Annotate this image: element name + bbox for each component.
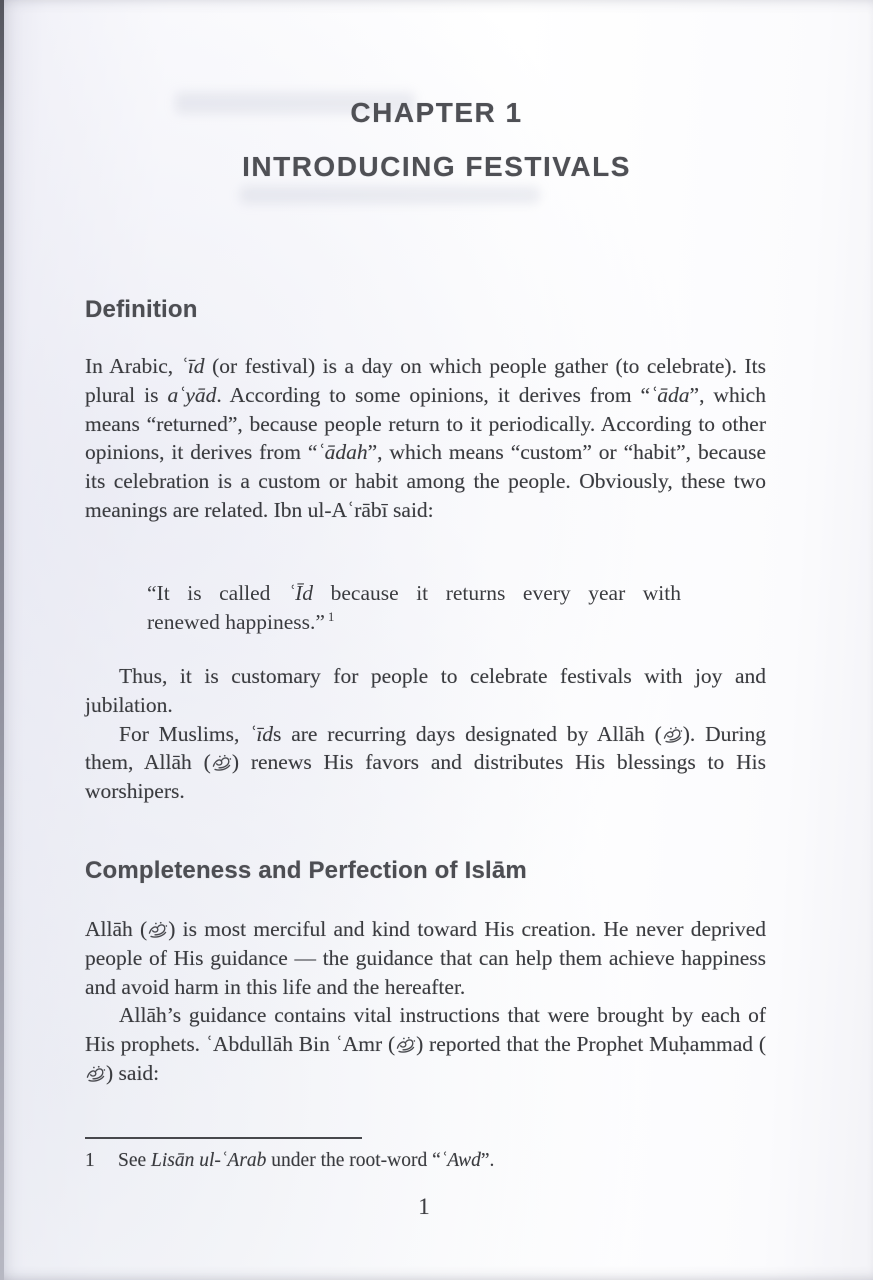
honorific-azza-wa-jall-icon	[147, 921, 168, 939]
chapter-title: INTRODUCING FESTIVALS	[242, 151, 631, 182]
paragraph-for-muslims: For Muslims, ʿīds are recurring days designated by Allāh ( ). During them, Allāh ( ) renews His favors and distributes His blessings to His worshipers.	[85, 721, 767, 804]
paragraph-allah-merciful: Allāh ( ) is most merciful and kind toward His creation. He never deprived people of His guidance — the guidance that can help them achieve happiness and avoid harm in this life and the hereafter.	[85, 917, 766, 999]
honorific-azza-wa-jall-icon	[662, 726, 683, 744]
page-number: 1	[418, 1194, 430, 1219]
quote-line: “It is called ʿĪd because it returns every year with	[147, 581, 681, 605]
paragraph-thus: Thus, it is customary for people to celebrate festivals with joy and jubilation.	[85, 664, 766, 717]
showthrough-smudge	[240, 186, 540, 204]
footnote-text: See Lisān ul-ʿArab under the root-word “ʿAwd”.	[118, 1150, 495, 1171]
chapter-label: CHAPTER 1	[350, 97, 523, 128]
section-heading-completeness: Completeness and Perfection of Islām	[85, 857, 527, 884]
section-heading-definition: Definition	[85, 296, 198, 323]
footnote-divider	[85, 1137, 362, 1139]
page-left-edge	[0, 0, 4, 1280]
paragraph-allah-guidance: Allāh’s guidance contains vital instructions that were brought by each of His prophets. ʿAbdullāh Bin ʿAmr ( ) reported that the Prophet Muḥammad ( ) said:	[85, 1003, 766, 1085]
footnote-number: 1	[85, 1150, 95, 1171]
honorific-sallallahu-alayhi-wa-sallam-icon	[85, 1065, 106, 1083]
honorific-radiallahu-anhu-icon	[395, 1036, 416, 1054]
quote-line: renewed happiness.” $^1$	[147, 608, 335, 634]
footnote	[85, 1148, 766, 1173]
paragraph-group-festivals	[85, 662, 766, 806]
paragraph-definition-intro: In Arabic, ʿīd (or festival) is a day on which people gather (to celebrate). Its plural is aʿyād. According to some opinions, it derives from “ʿāda”, which means “returned”, because people return to it periodically. According to other opinions, it derives from “ʿādah”, which means “custom” or “habit”, because its celebration is a custom or habit among the people. Obviously, these two meanings are related. Ibn ul-Aʿrābī said:	[85, 354, 766, 522]
footnote-reference: 1	[327, 608, 335, 624]
paragraph-group-completeness	[85, 915, 766, 1088]
honorific-azza-wa-jall-icon	[211, 754, 232, 772]
blockquote-ibn-ularabi	[147, 579, 681, 637]
